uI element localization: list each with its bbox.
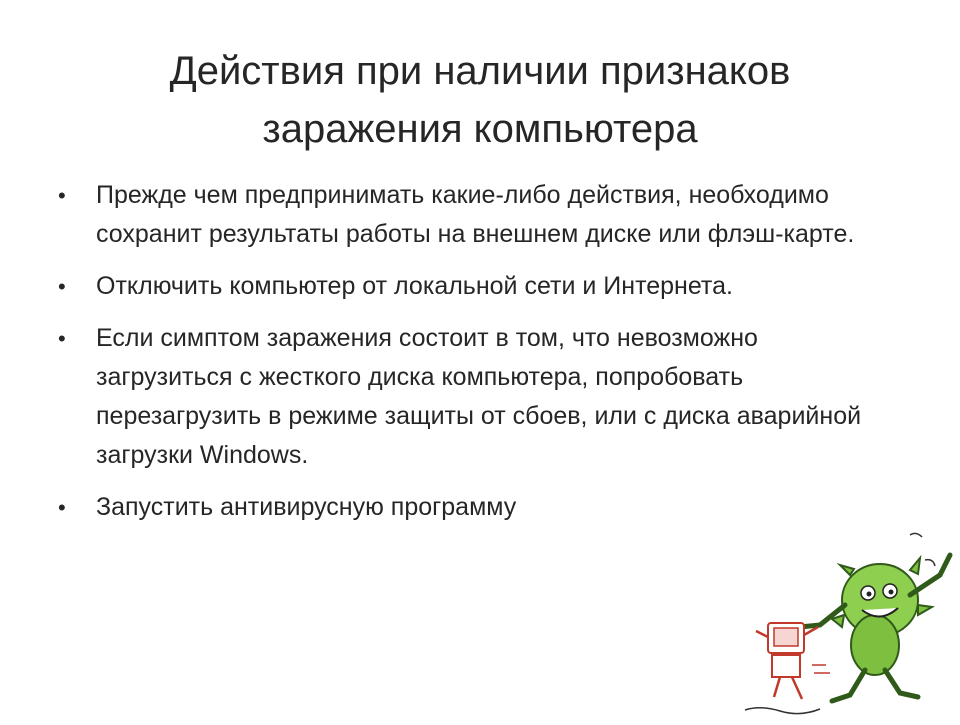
bullet-list	[58, 176, 878, 540]
title-line-1: Действия при наличии признаков	[169, 49, 791, 93]
bullet-text: Отключить компьютер от локальной сети и Интернета.	[96, 272, 733, 300]
bullet-dot: •	[58, 495, 66, 520]
bullet-item	[58, 319, 878, 475]
bullet-dot: •	[58, 183, 66, 208]
virus-chasing-computer-illustration	[740, 515, 960, 720]
bullet-text: Запустить антивирусную программу	[96, 493, 517, 521]
bullet-text: Если симптом заражения состоит в том, что невозможно загрузиться с жесткого диска компьютера, попробовать перезагрузить в режиме защиты от сбоев, или с диска аварийной загрузки Windows.	[96, 324, 862, 469]
computer-character-icon	[756, 623, 818, 699]
bullet-item	[58, 176, 878, 254]
bullet-dot: •	[58, 326, 66, 351]
bullet-text: Прежде чем предпринимать какие-либо действия, необходимо сохранит результаты работы на внешнем диске или флэш-карте.	[96, 181, 855, 248]
virus-illustration-icon	[740, 515, 960, 720]
virus-creature-icon	[800, 555, 950, 701]
title-line-2: заражения компьютера	[262, 107, 698, 151]
ground-scribble	[745, 708, 820, 714]
bullet-item	[58, 267, 878, 306]
bullet-dot: •	[58, 274, 66, 299]
slide-title	[60, 42, 900, 158]
